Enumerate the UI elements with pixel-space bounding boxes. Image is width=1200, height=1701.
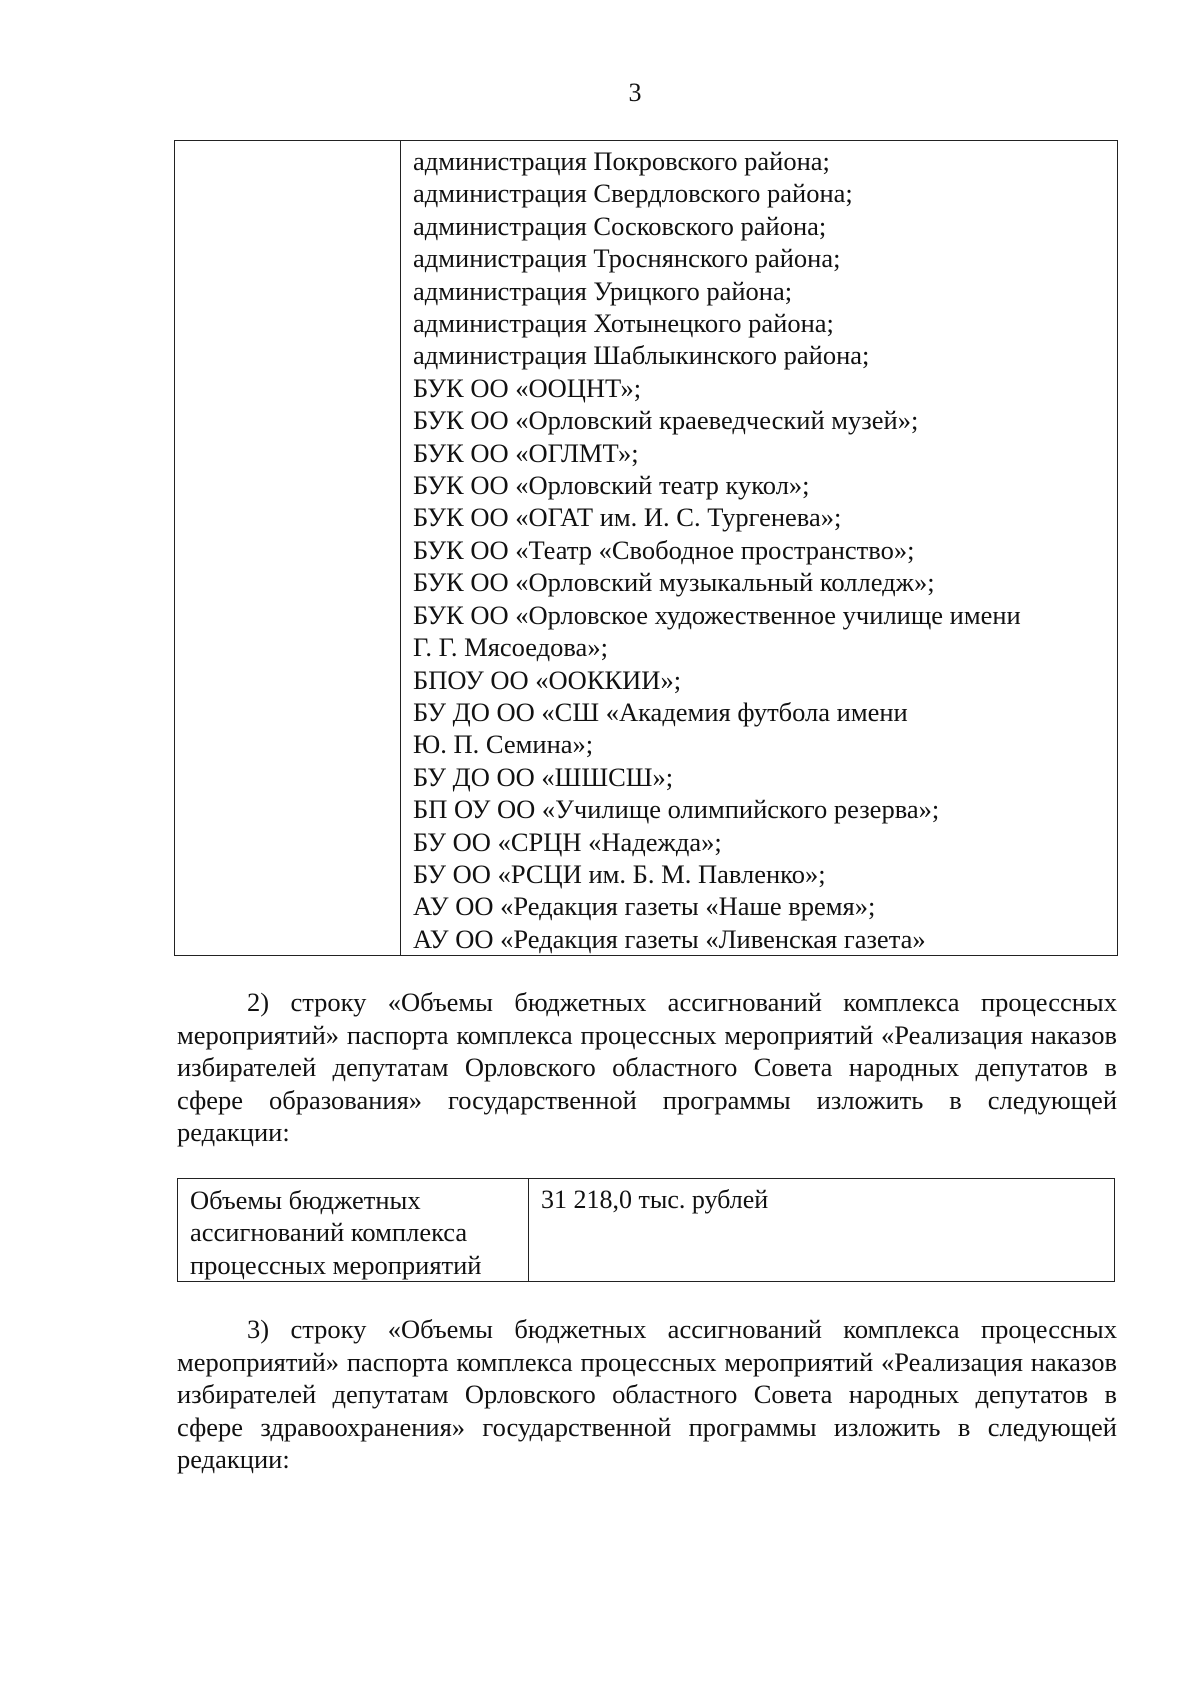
budget-label-line: ассигнований комплекса <box>190 1217 468 1248</box>
budget-label-line: процессных мероприятий <box>190 1249 482 1280</box>
paragraph-2: 2) строку «Объемы бюджетных ассигнований комплекса процессных мероприятий» паспорта комплекса процессных мероприятий «Реализация наказов избирателей депутатам Орловского областного Совета народных депутатов в сфере образования» государственной программы изложить в следующей редакции: <box>177 987 1117 1148</box>
paragraph-3: 3) строку «Объемы бюджетных ассигнований комплекса процессных мероприятий» паспорта комплекса процессных мероприятий «Реализация наказов избирателей депутатам Орловского областного Совета народных депутатов в сфере здравоохранения» государственной программы изложить в следующей редакции: <box>177 1314 1117 1475</box>
list-item: администрация Шаблыкинского района; <box>413 340 870 371</box>
list-item: БП ОУ ОО «Училище олимпийского резерва»; <box>413 794 940 825</box>
list-item: БУ ОО «РСЦИ им. Б. М. Павленко»; <box>413 858 826 889</box>
budget-value-cell: 31 218,0 тыс. рублей <box>529 1179 1115 1282</box>
list-item: администрация Хотынецкого района; <box>413 308 834 339</box>
list-item: БУК ОО «ОГЛМТ»; <box>413 437 639 468</box>
budget-label-line: Объемы бюджетных <box>190 1185 421 1215</box>
table-row <box>175 141 1118 956</box>
list-item: БУК ОО «Театр «Свободное пространство»; <box>413 534 915 565</box>
list-item: администрация Урицкого района; <box>413 275 793 306</box>
list-item: БУК ОО «Орловское художественное училище имени <box>413 599 1021 630</box>
list-item: АУ ОО «Редакция газеты «Ливенская газета» <box>413 923 926 954</box>
page-number: 3 <box>628 78 642 107</box>
list-item: администрация Свердловского района; <box>413 178 853 209</box>
list-item: БУК ОО «Орловский театр кукол»; <box>413 470 810 501</box>
list-item: БУ ДО ОО «СШ «Академия футбола имени <box>413 696 908 727</box>
list-item: БУ ДО ОО «ШШСШ»; <box>413 761 674 792</box>
table-left-cell <box>175 141 401 956</box>
list-item: Ю. П. Семина»; <box>413 729 594 760</box>
budget-table <box>177 1178 1115 1282</box>
table-row <box>178 1179 1115 1282</box>
table-right-cell <box>401 141 1118 956</box>
list-item: БУК ОО «ОГАТ им. И. С. Тургенева»; <box>413 502 842 533</box>
list-item: АУ ОО «Редакция газеты «Наше время»; <box>413 891 876 922</box>
list-item: БУК ОО «ООЦНТ»; <box>413 372 642 403</box>
list-item: Г. Г. Мясоедова»; <box>413 632 608 663</box>
list-item: БУ ОО «СРЦН «Надежда»; <box>413 826 722 857</box>
list-item: БУК ОО «Орловский краеведческий музей»; <box>413 405 919 436</box>
list-item: БПОУ ОО «ООККИИ»; <box>413 664 682 695</box>
list-item: БУК ОО «Орловский музыкальный колледж»; <box>413 567 935 598</box>
list-item: администрация Покровского района; <box>413 146 830 176</box>
executors-table <box>174 140 1118 956</box>
list-item: администрация Троснянского района; <box>413 243 841 274</box>
list-item: администрация Сосковского района; <box>413 210 827 241</box>
budget-label-cell <box>178 1179 529 1282</box>
